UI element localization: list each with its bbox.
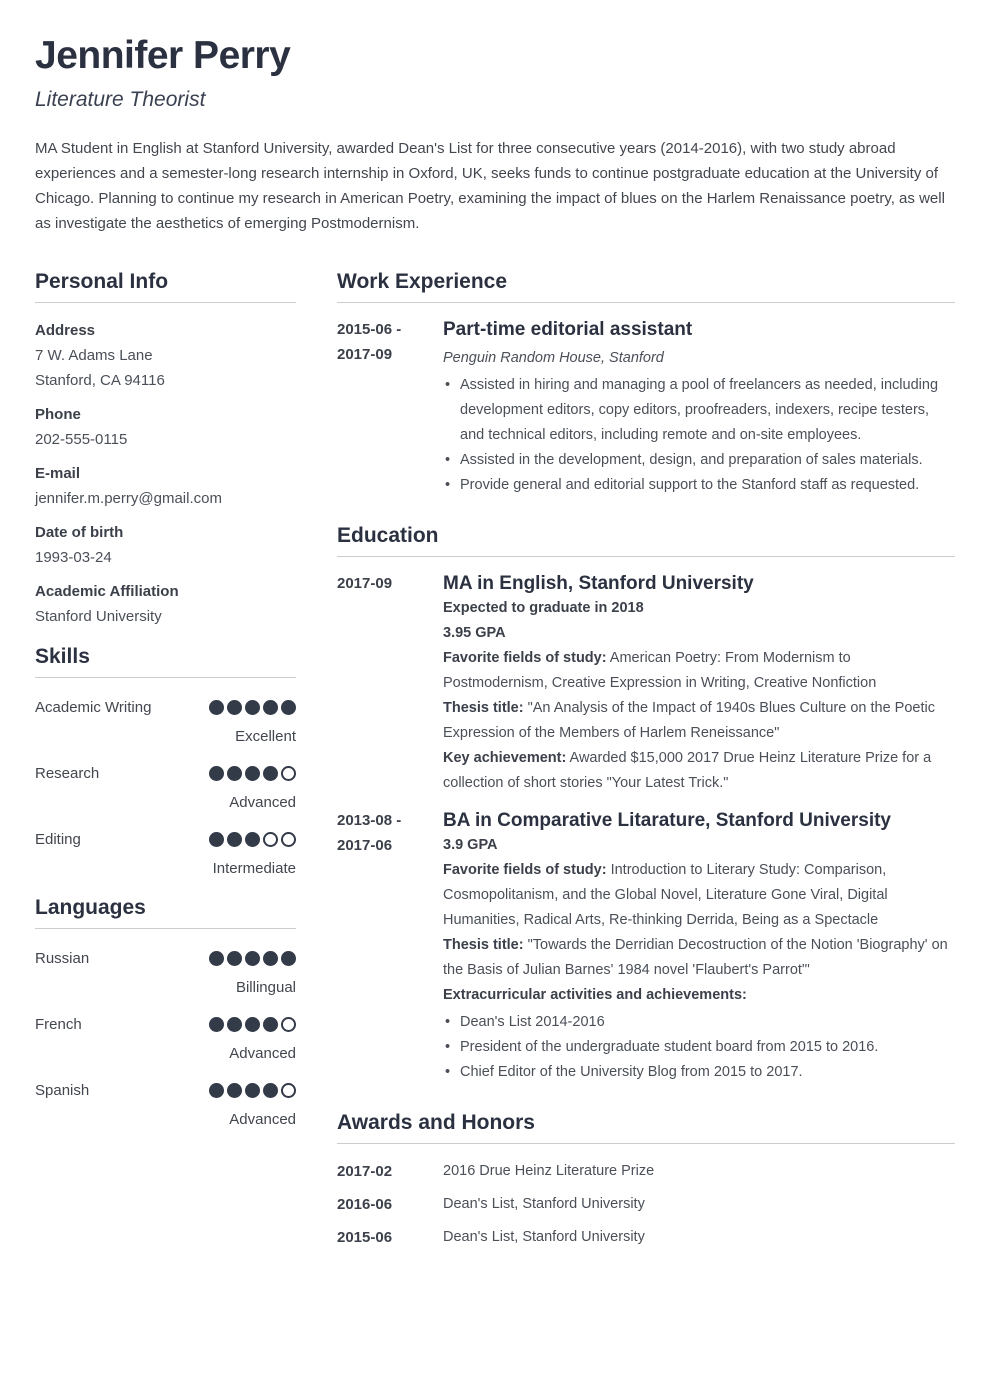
- award-text: 2016 Drue Heinz Literature Prize: [443, 1163, 655, 1179]
- filled-dot-icon: [227, 1017, 242, 1032]
- skill-row: [35, 761, 296, 814]
- bullet-item: • Assisted in the development, design, and preparation of sales materials.: [443, 448, 955, 473]
- filled-dot-icon: [209, 1083, 224, 1098]
- entry-dates: [337, 571, 443, 796]
- filled-dot-icon: [227, 766, 242, 781]
- company-name: Penguin Random House, Stanford: [443, 350, 664, 366]
- entry-dates: [337, 808, 443, 1085]
- detail-text: Awarded $15,000 2017 Drue Heinz Literature Prize for a collection of short stories "Your Latest Trick.": [443, 750, 932, 791]
- bullet-item: • Provide general and editorial support to the Stanford staff as requested.: [443, 473, 955, 498]
- filled-dot-icon: [263, 700, 278, 715]
- skills-heading: Skills: [35, 645, 296, 678]
- language-row-header: [35, 946, 296, 971]
- education-bold-line: 3.9 GPA: [443, 837, 498, 853]
- work-entry-title: Part-time editorial assistant: [443, 319, 693, 340]
- skill-row-header: [35, 761, 296, 786]
- award-date: 2016-06: [337, 1196, 393, 1213]
- candidate-job-title: Literature Theorist: [35, 88, 206, 111]
- section-awards: [337, 1111, 955, 1250]
- rating-dots: [209, 1083, 296, 1098]
- filled-dot-icon: [209, 832, 224, 847]
- filled-dot-icon: [245, 1017, 260, 1032]
- entry-date: 2017-06: [337, 837, 393, 854]
- education-heading: Education: [337, 524, 955, 557]
- field-value: 202-555-0115: [35, 431, 128, 448]
- field-label: Phone: [35, 406, 81, 423]
- entry-date: 2015-06 -: [337, 321, 402, 338]
- entry-date: 2017-09: [337, 346, 393, 363]
- education-detail: [443, 858, 955, 933]
- award-row: [337, 1159, 955, 1184]
- detail-label: Key achievement:: [443, 750, 567, 766]
- filled-dot-icon: [227, 700, 242, 715]
- work-entry-body: [443, 317, 955, 498]
- section-languages: [35, 896, 296, 1131]
- skill-row-header: [35, 695, 296, 720]
- detail-label: Favorite fields of study:: [443, 650, 607, 666]
- language-row: [35, 1078, 296, 1131]
- bullet-list: [443, 1010, 955, 1085]
- filled-dot-icon: [245, 951, 260, 966]
- award-date: 2017-02: [337, 1163, 393, 1180]
- education-bold-line: Expected to graduate in 2018: [443, 600, 644, 616]
- filled-dot-icon: [263, 1017, 278, 1032]
- empty-dot-icon: [281, 1017, 296, 1032]
- field-label: Academic Affiliation: [35, 583, 179, 600]
- education-entry: [337, 571, 955, 796]
- rating-level-label: Intermediate: [212, 860, 296, 877]
- award-row: [337, 1225, 955, 1250]
- rating-dots: [209, 700, 296, 715]
- skill-row: [35, 695, 296, 748]
- bullet-item: • President of the undergraduate student board from 2015 to 2016.: [443, 1035, 955, 1060]
- filled-dot-icon: [263, 766, 278, 781]
- award-text: Dean's List, Stanford University: [443, 1229, 645, 1245]
- filled-dot-icon: [281, 700, 296, 715]
- resume-header: [35, 34, 955, 236]
- award-date: 2015-06: [337, 1229, 393, 1246]
- filled-dot-icon: [227, 1083, 242, 1098]
- work-entry: [337, 317, 955, 498]
- awards-rows: [337, 1159, 955, 1250]
- section-work-experience: [337, 270, 955, 498]
- education-detail: [443, 746, 955, 796]
- filled-dot-icon: [245, 766, 260, 781]
- filled-dot-icon: [227, 951, 242, 966]
- detail-text: American Poetry: From Modernism to Postmodernism, Creative Expression in Writing, Creative Nonfiction: [443, 650, 877, 691]
- education-bold-line: 3.95 GPA: [443, 625, 506, 641]
- language-row-header: [35, 1078, 296, 1103]
- field-label: E-mail: [35, 465, 81, 482]
- detail-label: Thesis title:: [443, 700, 524, 716]
- extracurricular-label: Extracurricular activities and achievements:: [443, 987, 747, 1003]
- languages-heading: Languages: [35, 896, 296, 929]
- education-entry-title: BA in Comparative Litarature, Stanford University: [443, 810, 892, 831]
- detail-label: Thesis title:: [443, 937, 524, 953]
- rating-name: Research: [35, 765, 100, 782]
- two-column-layout: [35, 270, 955, 1250]
- education-entry-body: [443, 808, 955, 1085]
- languages-list: [35, 946, 296, 1131]
- rating-dots: [209, 832, 296, 847]
- rating-level-label: Advanced: [229, 1045, 296, 1062]
- education-detail: [443, 646, 955, 696]
- education-entries: [337, 571, 955, 1085]
- rating-level-label: Billingual: [235, 979, 296, 996]
- filled-dot-icon: [281, 951, 296, 966]
- field-value: 7 W. Adams Lane: [35, 347, 153, 364]
- field-value: jennifer.m.perry@gmail.com: [35, 490, 222, 507]
- rating-name: Academic Writing: [35, 699, 152, 716]
- empty-dot-icon: [281, 1083, 296, 1098]
- filled-dot-icon: [209, 1017, 224, 1032]
- empty-dot-icon: [281, 832, 296, 847]
- bullet-item: • Dean's List 2014-2016: [443, 1010, 955, 1035]
- work-experience-heading: Work Experience: [337, 270, 955, 303]
- personal-info-field: [35, 520, 296, 570]
- filled-dot-icon: [209, 951, 224, 966]
- skill-row-header: [35, 827, 296, 852]
- award-row: [337, 1192, 955, 1217]
- filled-dot-icon: [245, 700, 260, 715]
- filled-dot-icon: [245, 832, 260, 847]
- filled-dot-icon: [245, 1083, 260, 1098]
- rating-level-label: Excellent: [235, 728, 296, 745]
- field-value: 1993-03-24: [35, 549, 112, 566]
- rating-dots: [209, 1017, 296, 1032]
- field-label: Date of birth: [35, 524, 124, 541]
- rating-dots: [209, 766, 296, 781]
- detail-label: Favorite fields of study:: [443, 862, 607, 878]
- section-personal-info: [35, 270, 296, 629]
- section-education: [337, 524, 955, 1085]
- main-column: [337, 270, 955, 1250]
- empty-dot-icon: [263, 832, 278, 847]
- rating-name: Editing: [35, 831, 81, 848]
- award-text: Dean's List, Stanford University: [443, 1196, 645, 1212]
- detail-text: "An Analysis of the Impact of 1940s Blues Culture on the Poetic Expression of the Members of Harlem Reneissance": [443, 700, 935, 741]
- rating-name: French: [35, 1016, 82, 1033]
- education-entry-title: MA in English, Stanford University: [443, 573, 754, 594]
- field-value: Stanford University: [35, 608, 162, 625]
- bullet-item: • Chief Editor of the University Blog from 2015 to 2017.: [443, 1060, 955, 1085]
- rating-dots: [209, 951, 296, 966]
- rating-name: Spanish: [35, 1082, 90, 1099]
- rating-level-label: Advanced: [229, 794, 296, 811]
- sidebar-column: [35, 270, 296, 1250]
- filled-dot-icon: [227, 832, 242, 847]
- personal-info-field: [35, 579, 296, 629]
- entry-date: 2013-08 -: [337, 812, 402, 829]
- detail-text: "Towards the Derridian Decostruction of the Notion 'Biography' on the Basis of Julian Barnes' 1984 novel 'Flaubert's Parrot'": [443, 937, 948, 978]
- education-detail: [443, 933, 955, 983]
- rating-name: Russian: [35, 950, 90, 967]
- filled-dot-icon: [209, 700, 224, 715]
- summary-text: MA Student in English at Stanford University, awarded Dean's List for three consecutive years (2014-2016), with two study abroad experiences and a semester-long research internship in Oxford, UK, seeks funds to continue postgraduate education at the University of Chicago. Planning to continue my research in American Poetry, examining the impact of blues on the Harlem Renaissance poetry, as well as investigate the aesthetics of emerging Postmodernism.: [35, 140, 945, 232]
- education-detail: [443, 696, 955, 746]
- entry-date: 2017-09: [337, 575, 393, 592]
- personal-info-heading: Personal Info: [35, 270, 296, 303]
- rating-level-label: Advanced: [229, 1111, 296, 1128]
- personal-info-field: [35, 318, 296, 393]
- language-row: [35, 946, 296, 999]
- detail-text: Introduction to Literary Study: Comparison, Cosmopolitanism, and the Global Novel, Literature Gone Viral, Digital Humanities, Radical Arts, Re-thinking Derrida, Being as a Spectacle: [443, 862, 888, 928]
- field-label: Address: [35, 322, 96, 339]
- bullet-item: • Assisted in hiring and managing a pool of freelancers as needed, including development editors, copy editors, proofreaders, indexers, recipe testers, and technical editors, including remote and on-site employees.: [443, 373, 955, 448]
- field-value: Stanford, CA 94116: [35, 372, 165, 389]
- empty-dot-icon: [281, 766, 296, 781]
- personal-info-fields: [35, 318, 296, 629]
- section-skills: [35, 645, 296, 880]
- education-entry: [337, 808, 955, 1085]
- education-entry-body: [443, 571, 955, 796]
- candidate-name: Jennifer Perry: [35, 34, 291, 77]
- work-experience-entries: [337, 317, 955, 498]
- skills-list: [35, 695, 296, 880]
- personal-info-field: [35, 461, 296, 511]
- filled-dot-icon: [209, 766, 224, 781]
- filled-dot-icon: [263, 1083, 278, 1098]
- awards-heading: Awards and Honors: [337, 1111, 955, 1144]
- skill-row: [35, 827, 296, 880]
- language-row-header: [35, 1012, 296, 1037]
- language-row: [35, 1012, 296, 1065]
- filled-dot-icon: [263, 951, 278, 966]
- personal-info-field: [35, 402, 296, 452]
- bullet-list: [443, 373, 955, 498]
- entry-dates: [337, 317, 443, 498]
